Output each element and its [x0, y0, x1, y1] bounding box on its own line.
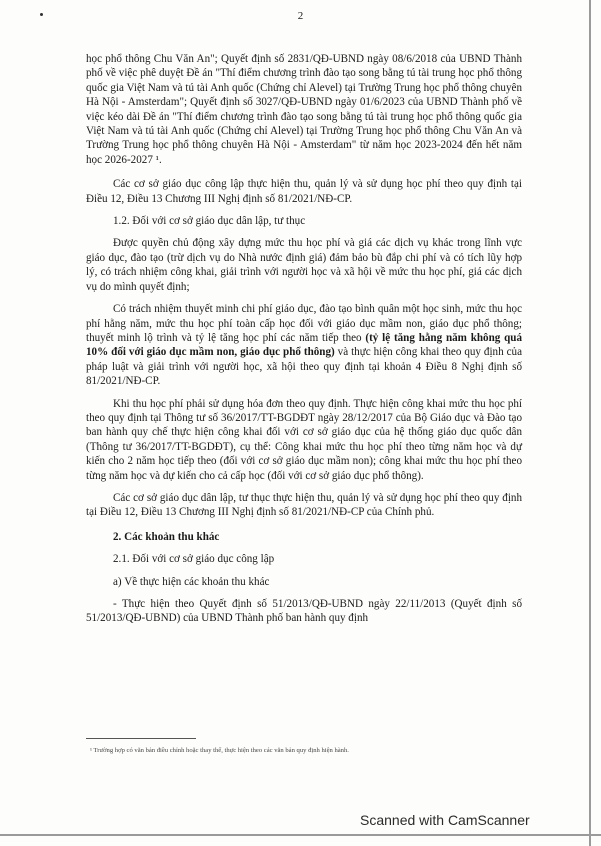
paragraph-private-fees: Các cơ sở giáo dục dân lập, tư thục thực hiện thu, quản lý và sử dụng học phí theo quy định tại Điều 12, Điều 13 Chương III Nghị định số 81/2021/NĐ-CP của Chính phủ. — [86, 491, 522, 519]
heading-other-fees-text: 2. Các khoản thu khác — [113, 530, 220, 543]
camscanner-watermark: Scanned with CamScanner — [360, 812, 530, 828]
tuition-increase-cap: (tỷ lệ tăng hằng năm không quá 10% đối với giáo dục mầm non, giáo dục phổ thông) — [86, 331, 522, 359]
paragraph-decision-51: - Thực hiện theo Quyết định số 51/2013/QĐ-UBND ngày 22/11/2013 (Quyết định số 51/2013/QĐ-UBND) của UBND Thành phố ban hành quy định — [86, 598, 522, 625]
heading-other-fees-implementation: a) Về thực hiện các khoản thu khác — [113, 575, 270, 588]
heading-public-institutions: 2.1. Đối với cơ sở giáo dục công lập — [113, 553, 275, 566]
paragraph-public-fees: Các cơ sở giáo dục công lập thực hiện thu, quản lý và sử dụng học phí theo quy định tại Điều 12, Điều 13 Chương III Nghị định số 81/2021/NĐ-CP. — [86, 178, 522, 205]
document-body — [86, 52, 522, 626]
paragraph-pricing-autonomy: Được quyền chủ động xây dựng mức thu học phí và giá các dịch vụ khác trong lĩnh vực giáo dục, đào tạo (trừ dịch vụ do Nhà nước định giá) đảm bảo bù đắp chi phí và có tích lũy hợp lý, có trách nhiệm công khai, giải trình với người học và xã hội về mức thu học phí, giá các dịch vụ do mình quyết định; — [86, 237, 522, 293]
heading-other-fees — [86, 530, 522, 544]
paragraph-decisions: học phổ thông Chu Văn An"; Quyết định số 2831/QĐ-UBND ngày 08/6/2018 của UBND Thành phố về việc phê duyệt Đề án "Thí điểm chương trình đào tạo song bằng tú tài trung học phổ thông quốc gia Việt Nam và tú tài Anh quốc (Chứng chỉ Alevel) tại Trường Trung học phổ thông chuyên Hà Nội - Amsterdam"; Quyết định số 3027/QĐ-UBND ngày 01/6/2023 của UBND Thành phố về việc kéo dài Đề án "Thí điểm chương trình đào tạo song bằng tú tài trung học phổ thông quốc gia Việt Nam và tú tài Anh quốc (Chứng chỉ Alevel) tại Trường Trung học phổ thông Chu Văn An và Trường Trung học phổ thông chuyên Hà Nội - Amsterdam" từ năm học 2023-2024 đến hết năm học 2026-2027 ¹. — [86, 53, 522, 166]
page-number: 2 — [297, 10, 304, 22]
footnote: ¹ Trường hợp có văn bản điều chỉnh hoặc thay thế, thực hiện theo các văn bản quy định hiện hành. — [90, 747, 349, 754]
cost-explanation-part-1: Có trách nhiệm thuyết minh chi phí giáo dục, đào tạo bình quân một học sinh, mức thu học phí hằng năm, mức thu học phí toàn cấp học đối với giáo dục mầm non, giáo dục phổ thông; thuyết minh lộ trình và tỷ lệ tăng học phí các năm tiếp theo — [86, 303, 522, 344]
page-border-right — [589, 0, 591, 846]
footnote-separator — [86, 738, 196, 739]
paragraph-invoice-disclosure: Khi thu học phí phải sử dụng hóa đơn theo quy định. Thực hiện công khai mức thu học phí theo quy định tại Thông tư số 36/2017/TT-BGDĐT ngày 28/12/2017 của Bộ Giáo dục và Đào tạo ban hành quy chế thực hiện công khai đối với cơ sở giáo dục của hệ thống giáo dục quốc dân (Thông tư 36/2017/TT-BGDĐT), cụ thể: Công khai mức thu học phí theo từng năm học và dự kiến cho 2 năm học tiếp theo (đối với cơ sở giáo dục mầm non); công khai mức thu học phí theo từng năm học và dự kiến cho cả cấp học (đối với cơ sở giáo dục phổ thông). — [86, 397, 522, 482]
cost-explanation-part-2: và thực hiện công khai theo quy định của pháp luật và giải trình với người học, xã hội theo quy định tại khoản 4 Điều 8 Nghị định số 81/2021/NĐ-CP. — [86, 346, 522, 388]
heading-private-institutions: 1.2. Đối với cơ sở giáo dục dân lập, tư thục — [113, 215, 306, 228]
paragraph-cost-explanation — [86, 302, 522, 388]
page-border-bottom — [0, 834, 601, 836]
